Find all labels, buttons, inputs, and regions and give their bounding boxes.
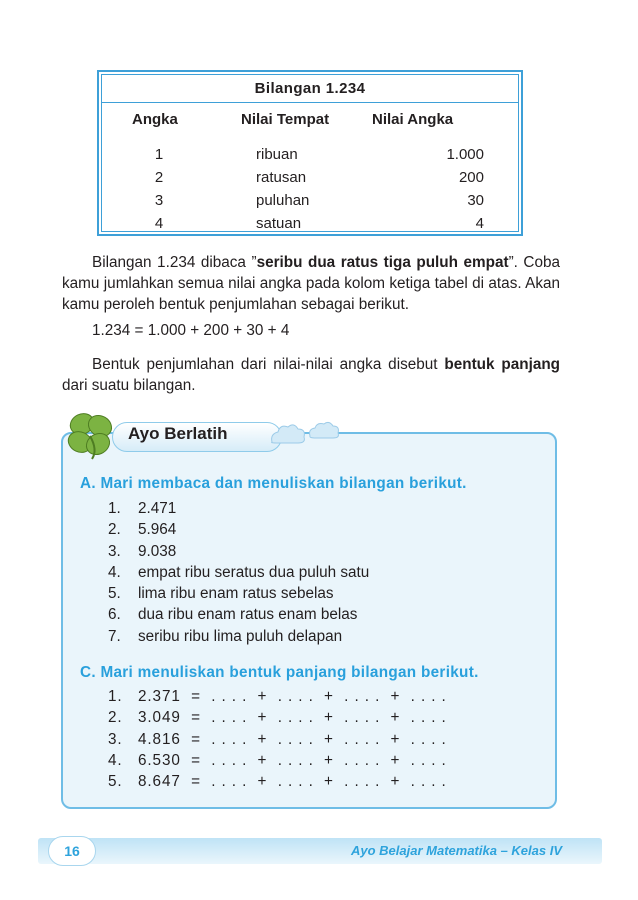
- item-text: 2.471: [138, 500, 177, 517]
- list-item: [108, 498, 369, 519]
- column-nilai-angka: 1.000 200 30 4: [446, 146, 484, 232]
- column-angka: 1 2 3 4: [154, 146, 164, 232]
- list-item: [108, 519, 369, 540]
- para3-text-pre: Bentuk penjumlahan dari nilai-nilai angka disebut: [92, 356, 445, 373]
- list-item: [108, 686, 447, 707]
- item-text: 4.816 = . . . . + . . . . + . . . . + . . . .: [138, 730, 447, 748]
- para3-text-post: dari suatu bilangan.: [62, 377, 196, 394]
- section-c-title: C. Mari menuliskan bentuk panjang bilangan berikut.: [80, 664, 479, 681]
- table-header-row: [102, 103, 518, 135]
- banner-title: Ayo Berlatih: [128, 424, 228, 443]
- item-number: 3.: [108, 542, 121, 560]
- item-number: 2.: [108, 709, 123, 727]
- para3-bold: bentuk panjang: [444, 356, 561, 373]
- list-item: [108, 707, 447, 728]
- item-number: 1.: [108, 500, 121, 517]
- list-item: [108, 729, 447, 750]
- header-nilai-tempat: Nilai Tempat: [241, 111, 330, 128]
- column-nilai-tempat: ribuan ratusan puluhan satuan: [256, 146, 310, 232]
- section-a-list: [108, 498, 369, 647]
- para1-text-pre: Bilangan 1.234 dibaca ”: [92, 254, 257, 271]
- header-nilai-angka: Nilai Angka: [372, 111, 454, 128]
- item-number: 7.: [108, 627, 121, 645]
- item-number: 5.: [108, 585, 121, 603]
- list-item: [108, 604, 369, 625]
- item-text: empat ribu seratus dua puluh satu: [138, 563, 370, 581]
- item-number: 5.: [108, 773, 123, 791]
- item-number: 2.: [108, 521, 121, 539]
- section-a-title: A. Mari membaca dan menuliskan bilangan berikut.: [80, 475, 467, 492]
- item-text: 6.530 = . . . . + . . . . + . . . . + . . . .: [138, 751, 447, 769]
- header-angka: Angka: [132, 111, 178, 128]
- equation-line: 1.234 = 1.000 + 200 + 30 + 4: [92, 322, 290, 339]
- item-number: 4.: [108, 563, 121, 581]
- item-number: 1.: [108, 688, 123, 705]
- place-value-table: [97, 70, 523, 236]
- item-text: 2.371 = . . . . + . . . . + . . . . + . . . .: [138, 688, 447, 705]
- item-text: 9.038: [138, 542, 177, 560]
- ayo-berlatih-banner: [62, 416, 282, 454]
- item-text: seribu ribu lima puluh delapan: [138, 627, 343, 645]
- item-text: 3.049 = . . . . + . . . . + . . . . + . . . .: [138, 709, 447, 727]
- section-c-list: [108, 686, 447, 792]
- paragraph-reading: [62, 252, 560, 315]
- list-item: [108, 771, 447, 792]
- list-item: [108, 583, 369, 604]
- clover-icon: [62, 410, 118, 460]
- para1-bold: seribu dua ratus tiga puluh empat: [256, 254, 509, 271]
- clouds-icon: [268, 420, 348, 450]
- footer-book-title: Ayo Belajar Matematika – Kelas IV: [351, 843, 562, 858]
- item-number: 3.: [108, 730, 123, 748]
- item-text: dua ribu enam ratus enam belas: [138, 606, 358, 624]
- list-item: [108, 541, 369, 562]
- item-text: lima ribu enam ratus sebelas: [138, 585, 334, 603]
- para1-text-post: ”. Coba kamu jumlahkan semua nilai angka pada kolom ketiga tabel di atas. Akan kamu peroleh bentuk penjumlahan sebagai berikut.: [62, 254, 560, 313]
- page-number: 16: [48, 836, 96, 866]
- list-item: [108, 562, 369, 583]
- list-item: [108, 626, 369, 647]
- list-item: [108, 750, 447, 771]
- table-title: Bilangan 1.234: [102, 75, 518, 103]
- item-text: 5.964: [138, 521, 177, 539]
- item-number: 4.: [108, 751, 123, 769]
- item-number: 6.: [108, 606, 121, 624]
- paragraph-definition: [62, 354, 560, 396]
- item-text: 8.647 = . . . . + . . . . + . . . . + . . . .: [138, 773, 447, 791]
